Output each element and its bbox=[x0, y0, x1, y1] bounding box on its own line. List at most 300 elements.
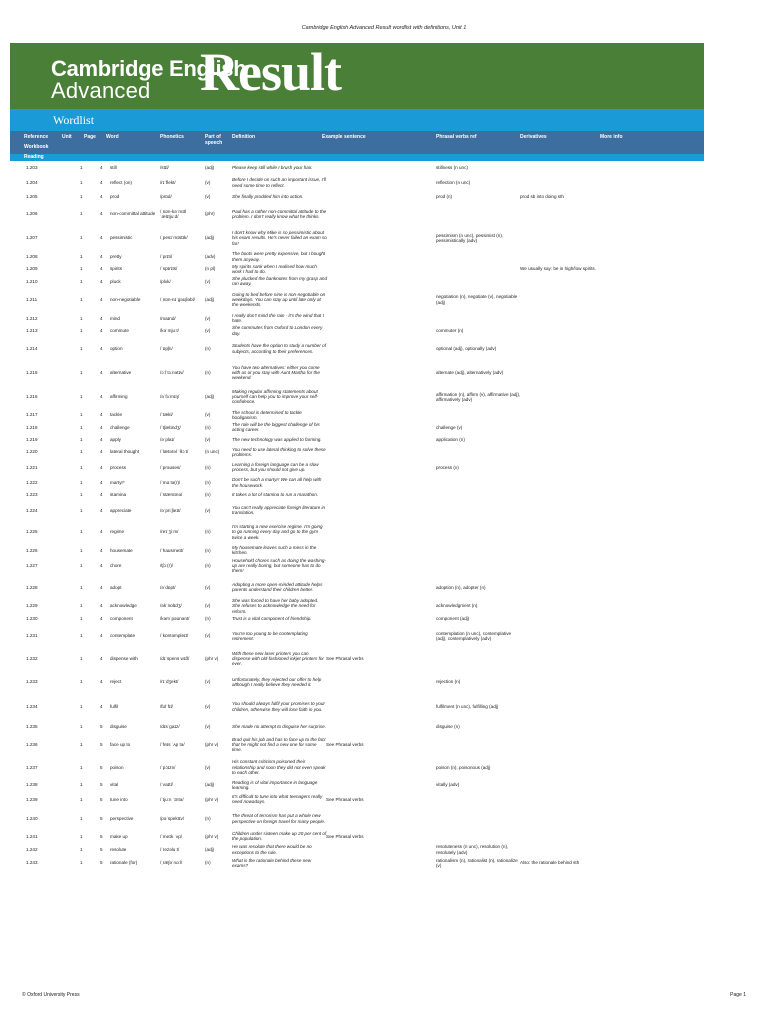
pos-cell: (n) bbox=[205, 563, 211, 569]
ref-cell: 1.206 bbox=[26, 211, 38, 217]
page-cell: 5 bbox=[100, 816, 103, 822]
pos-cell: (adj) bbox=[205, 165, 215, 171]
table-row bbox=[10, 520, 704, 545]
definition-cell: You need to use lateral thinking to solve these problems. bbox=[232, 446, 326, 457]
page-cell: 4 bbox=[100, 345, 103, 351]
pos-cell: (v) bbox=[205, 315, 211, 321]
definition-cell: Making regular affirming statements about yourself can help you to improve your self-confidence. bbox=[232, 389, 319, 405]
unit-cell: 1 bbox=[80, 211, 83, 217]
page-cell: 5 bbox=[100, 764, 103, 770]
unit-cell: 1 bbox=[80, 327, 83, 333]
pos-cell: (v) bbox=[205, 764, 211, 770]
unit-cell: 1 bbox=[80, 655, 83, 661]
pos-cell: (v) bbox=[205, 633, 211, 639]
phrasal-cell: poison (n), poisonous (adj) bbox=[436, 764, 491, 770]
ref-cell: 1.242 bbox=[26, 846, 38, 852]
pos-cell: (adv) bbox=[205, 253, 216, 259]
table-row bbox=[10, 275, 704, 287]
header-more-info: More info bbox=[600, 134, 623, 140]
page-cell: 4 bbox=[100, 480, 103, 485]
phrasal-cell: pessimism (n unc), pessimist (n), pessimistically (adv) bbox=[436, 232, 504, 244]
definition-cell: Household chores such as doing the washing-up are really boring, but someone has to do them! bbox=[232, 558, 326, 574]
unit-cell: 1 bbox=[80, 846, 83, 852]
phrasal-cell: process (v) bbox=[436, 464, 459, 470]
pos-cell: (phr v) bbox=[205, 833, 219, 839]
table-row bbox=[10, 756, 704, 779]
word-cell: alternative bbox=[110, 370, 132, 376]
unit-cell: 1 bbox=[80, 449, 83, 455]
definition-cell: She commutes from Oxford to London every day. bbox=[232, 325, 323, 336]
page-cell: 4 bbox=[100, 633, 103, 639]
definition-cell: You're too young to be contemplating retirement. bbox=[232, 630, 308, 641]
page-cell: 4 bbox=[100, 412, 103, 418]
word-cell: acknowledge bbox=[110, 603, 137, 609]
page-cell: 4 bbox=[100, 165, 103, 171]
header-example: Example sentence bbox=[322, 134, 366, 140]
word-cell: challenge bbox=[110, 424, 130, 430]
unit-cell: 1 bbox=[80, 833, 83, 839]
pos-cell: (v) bbox=[205, 507, 211, 513]
phrasal-cell: contemplation (n unc), contemplative (adj), contemplatively (adv) bbox=[436, 630, 512, 641]
phrasal-cell: rejection (n) bbox=[436, 679, 461, 685]
definition-cell: Before I decide on such an important issue, I'll need some time to reflect. bbox=[232, 177, 326, 188]
table-row bbox=[10, 458, 704, 477]
word-cell: rationale (for) bbox=[110, 860, 138, 866]
table-row bbox=[10, 624, 704, 647]
ref-cell: 1.215 bbox=[26, 370, 38, 376]
phonetics-cell: /pəˈspektɪv/ bbox=[160, 816, 185, 822]
pos-cell: (adj) bbox=[205, 782, 215, 788]
table-row bbox=[10, 162, 704, 173]
pos-cell: (adj) bbox=[205, 235, 215, 241]
ref-cell: 1.231 bbox=[26, 633, 38, 639]
unit-cell: 1 bbox=[80, 436, 83, 442]
word-cell: tackle bbox=[110, 412, 123, 418]
definition-cell: The boots were pretty expensive, but I bought them anyway. bbox=[232, 251, 326, 262]
table-row bbox=[10, 360, 704, 385]
definition-cell: Trust is a vital component of friendship. bbox=[232, 615, 312, 621]
table-row bbox=[10, 842, 704, 856]
brand-line2: Advanced bbox=[51, 78, 151, 103]
unit-cell: 1 bbox=[80, 563, 83, 569]
table-row bbox=[10, 489, 704, 501]
page-cell: 4 bbox=[100, 394, 103, 400]
table-row bbox=[10, 670, 704, 695]
pos-cell: (adj) bbox=[205, 297, 215, 303]
table-row bbox=[10, 857, 704, 869]
table-row bbox=[10, 647, 704, 670]
definition-cell: His constant criticism poisoned their relationship and soon they did not even speak to each other. bbox=[232, 759, 326, 775]
phonetics-cell: /ˈhaʊsmeɪt/ bbox=[160, 547, 184, 553]
ref-cell: 1.227 bbox=[26, 563, 38, 569]
definition-cell: You can't really appreciate foreign literature in translation. bbox=[232, 505, 326, 516]
pos-cell: (n) bbox=[205, 816, 211, 822]
table-row bbox=[10, 173, 704, 192]
phonetics-cell: /ˌræʃəˈnɑːl/ bbox=[160, 860, 183, 866]
definition-cell: I don't know why Mike is so pessimistic about his exam results. He's never failed an exam so far! bbox=[232, 230, 327, 246]
phonetics-cell: /ˈkɒntəmpleɪt/ bbox=[160, 633, 189, 639]
table-row bbox=[10, 312, 704, 324]
phonetics-cell: /fʊlˈfɪl/ bbox=[160, 704, 173, 710]
ref-cell: 1.223 bbox=[26, 492, 38, 498]
word-cell: mind bbox=[110, 315, 120, 321]
phonetics-cell: /prɒd/ bbox=[160, 194, 172, 200]
pos-cell: (n) bbox=[205, 370, 211, 376]
unit-cell: 1 bbox=[80, 492, 83, 498]
ref-cell: 1.210 bbox=[26, 278, 38, 284]
word-cell: fulfil bbox=[110, 704, 119, 710]
pos-cell: (n pl) bbox=[205, 266, 216, 272]
ref-cell: 1.204 bbox=[26, 179, 38, 185]
definition-cell: My housemate leaves such a mess in the kitchen. bbox=[232, 545, 317, 556]
unit-cell: 1 bbox=[80, 507, 83, 513]
pos-cell: (v) bbox=[205, 278, 211, 284]
pos-cell: (n) bbox=[205, 345, 211, 351]
definition-cell: The school is determined to tackle hooliganism. bbox=[232, 409, 302, 420]
definition-cell: Brad quit his job and has to face up to the fact that he might not find a new one for some time. bbox=[232, 736, 326, 753]
definition-cell: With these new laser printers you can dispense with old-fashioned inkjet printers for ever. bbox=[232, 650, 324, 666]
table-row bbox=[10, 733, 704, 756]
page-cell: 4 bbox=[100, 603, 103, 609]
word-cell: reject bbox=[110, 679, 122, 685]
ref-cell: 1.212 bbox=[26, 315, 38, 321]
definition-cell: Students have the option to study a number of subjects, according to their preferences. bbox=[232, 343, 326, 354]
document-caption: Cambridge English Advanced Result wordlist with definitions, Unit 1 bbox=[301, 25, 467, 31]
pos-cell: (adj) bbox=[205, 846, 215, 852]
page-cell: 4 bbox=[100, 679, 103, 685]
ref-cell: 1.214 bbox=[26, 345, 38, 351]
word-cell: commute bbox=[110, 327, 129, 333]
word-cell: chore bbox=[110, 563, 122, 569]
pos-cell: (n) bbox=[205, 615, 211, 621]
word-cell: face up to bbox=[110, 742, 131, 748]
definition-cell: My spirits sank when I realised how much work I had to do. bbox=[232, 263, 317, 274]
table-row bbox=[10, 807, 704, 830]
table-row bbox=[10, 694, 704, 719]
brand-banner bbox=[10, 43, 704, 109]
table-row bbox=[10, 557, 704, 576]
word-cell: poison bbox=[110, 764, 124, 770]
ref-cell: 1.228 bbox=[26, 584, 38, 590]
page-cell: 4 bbox=[100, 297, 103, 303]
pos-cell: (n) bbox=[205, 480, 211, 485]
definition-cell: She plucked the banknotes from my grasp and ran away. bbox=[232, 275, 327, 287]
pos-cell: (phr v) bbox=[205, 742, 219, 748]
unit-cell: 1 bbox=[80, 816, 83, 822]
unit-cell: 1 bbox=[80, 297, 83, 303]
pos-cell: (v) bbox=[205, 679, 211, 685]
phrasal-cell: optional (adj), optionally (adv) bbox=[436, 345, 497, 351]
word-cell: martyr* bbox=[110, 480, 125, 485]
phonetics-cell: /ˌnɒn-kəˈmɪtl ˈætɪtjuːd/ bbox=[160, 208, 187, 219]
ref-cell: 1.218 bbox=[26, 424, 38, 430]
table-row bbox=[10, 421, 704, 433]
definition-cell: He was resolute that there would be no exceptions to the rule. bbox=[232, 844, 312, 855]
phonetics-cell: /əˈpriːʃieɪt/ bbox=[160, 507, 181, 513]
pos-cell: (phr v) bbox=[205, 655, 219, 661]
definition-cell: What is the rationale behind these new exams? bbox=[232, 857, 312, 868]
table-row bbox=[10, 501, 704, 520]
definition-cell: Paul has a rather non-committal attitude to the problem. I don't really know what he thinks. bbox=[232, 208, 327, 219]
ref-cell: 1.243 bbox=[26, 860, 38, 866]
page-cell: 4 bbox=[100, 179, 103, 185]
phrasal-cell: alternate (adj), alternatively (adv) bbox=[436, 370, 504, 376]
page-cell: 4 bbox=[100, 424, 103, 430]
example-cell: See Phrasal verbs bbox=[326, 796, 364, 802]
phonetics-cell: /ˈmɑːtə(r)/ bbox=[160, 480, 181, 485]
phonetics-cell: /rɪˈdʒekt/ bbox=[160, 679, 179, 685]
unit-cell: 1 bbox=[80, 529, 83, 535]
phonetics-cell: /ˈspɪrɪts/ bbox=[160, 266, 178, 272]
phonetics-cell: /tʃɔː(r)/ bbox=[160, 563, 174, 569]
unit-cell: 1 bbox=[80, 278, 83, 284]
header-page: Page bbox=[84, 134, 96, 140]
ref-cell: 1.221 bbox=[26, 464, 38, 470]
word-cell: resolute bbox=[110, 846, 127, 852]
word-cell: stamina bbox=[110, 492, 127, 498]
word-cell: non-negotiable bbox=[110, 297, 141, 303]
table-row bbox=[10, 830, 704, 842]
page-cell: 4 bbox=[100, 266, 103, 272]
phrasal-cell: stillness (n unc) bbox=[436, 165, 468, 171]
page-cell: 4 bbox=[100, 464, 103, 470]
pos-cell: (n) bbox=[205, 547, 211, 553]
ref-cell: 1.240 bbox=[26, 816, 38, 822]
word-cell: adopt bbox=[110, 584, 122, 590]
ref-cell: 1.238 bbox=[26, 782, 38, 788]
table-row bbox=[10, 791, 704, 807]
unit-cell: 1 bbox=[80, 235, 83, 241]
phonetics-cell: /ɔːlˈtɜːnətɪv/ bbox=[160, 370, 184, 376]
definition-cell: The threat of terrorism has put a whole new perspective on foreign travel for many people. bbox=[232, 813, 326, 824]
page-cell: 4 bbox=[100, 704, 103, 710]
unit-cell: 1 bbox=[80, 194, 83, 200]
definition-cell: She made no attempt to disguise her surprise. bbox=[232, 723, 326, 729]
word-cell: still bbox=[110, 165, 117, 171]
page-cell: 4 bbox=[100, 253, 103, 259]
unit-cell: 1 bbox=[80, 860, 83, 866]
table-row bbox=[10, 575, 704, 600]
page-cell: 4 bbox=[100, 278, 103, 284]
word-cell: component bbox=[110, 615, 133, 621]
ref-cell: 1.241 bbox=[26, 833, 38, 839]
ref-cell: 1.208 bbox=[26, 253, 38, 259]
ref-cell: 1.236 bbox=[26, 742, 38, 748]
unit-cell: 1 bbox=[80, 165, 83, 171]
wordlist-title: Wordlist bbox=[53, 113, 95, 127]
word-cell: apply bbox=[110, 436, 121, 442]
table-row bbox=[10, 409, 704, 421]
word-cell: make up bbox=[110, 833, 128, 839]
phonetics-cell: /rɪˈflekt/ bbox=[160, 179, 176, 185]
word-cell: reflect (on) bbox=[110, 179, 132, 185]
header-pos: Part of speech bbox=[205, 134, 223, 146]
page-cell: 4 bbox=[100, 370, 103, 376]
table-row bbox=[10, 337, 704, 361]
table-header bbox=[10, 131, 704, 154]
pos-cell: (phr v) bbox=[205, 796, 219, 802]
definition-cell: The role will be the biggest challenge of his acting career. bbox=[232, 421, 320, 433]
unit-cell: 1 bbox=[80, 547, 83, 553]
page-cell: 4 bbox=[100, 194, 103, 200]
unit-cell: 1 bbox=[80, 584, 83, 590]
derivatives-cell: prod sb into doing sth bbox=[520, 194, 564, 200]
pos-cell: (v) bbox=[205, 584, 211, 590]
header-phrasal: Phrasal verbs ref bbox=[436, 134, 477, 140]
ref-cell: 1.224 bbox=[26, 507, 38, 513]
table-row bbox=[10, 476, 704, 488]
ref-cell: 1.234 bbox=[26, 704, 38, 710]
pos-cell: (n unc) bbox=[205, 449, 220, 455]
page-cell: 5 bbox=[100, 833, 103, 839]
word-cell: affirming bbox=[110, 394, 128, 400]
word-cell: process bbox=[110, 464, 127, 470]
phrasal-cell: vitally (adv) bbox=[436, 782, 460, 788]
ref-cell: 1.230 bbox=[26, 615, 38, 621]
unit-cell: 1 bbox=[80, 742, 83, 748]
phonetics-cell: /stɪl/ bbox=[160, 165, 169, 171]
phonetics-cell: /kəmˈpəʊnənt/ bbox=[160, 615, 190, 621]
page-cell: 5 bbox=[100, 782, 103, 788]
pos-cell: (v) bbox=[205, 603, 211, 609]
definition-cell: She was forced to have her baby adopted. She refuses to acknowledge the need for reform. bbox=[232, 598, 319, 614]
ref-cell: 1.219 bbox=[26, 436, 38, 442]
table-row bbox=[10, 600, 704, 612]
definition-cell: Reading is of vital importance in language learning. bbox=[232, 779, 318, 790]
example-cell: See Phrasal verbs bbox=[326, 655, 364, 661]
word-cell: regime bbox=[110, 529, 125, 535]
phonetics-cell: /ˈfeɪs ˈʌp tə/ bbox=[160, 742, 185, 748]
unit-cell: 1 bbox=[80, 266, 83, 272]
table-row bbox=[10, 287, 704, 312]
table-row bbox=[10, 385, 704, 409]
phrasal-cell: acknowledgment (n) bbox=[436, 603, 478, 609]
ref-cell: 1.235 bbox=[26, 723, 38, 729]
unit-cell: 1 bbox=[80, 370, 83, 376]
pos-cell: (v) bbox=[205, 436, 211, 442]
pos-cell: (n) bbox=[205, 464, 211, 470]
ref-cell: 1.216 bbox=[26, 394, 38, 400]
page-cell: 4 bbox=[100, 655, 103, 661]
phonetics-cell: /ˈstæmɪnə/ bbox=[160, 492, 183, 498]
word-cell: housemate bbox=[110, 547, 133, 553]
phrasal-cell: fulfilment (n unc), fulfilling (adj) bbox=[436, 704, 499, 710]
ref-cell: 1.205 bbox=[26, 194, 38, 200]
word-cell: prod bbox=[110, 194, 120, 200]
header-word: Word bbox=[106, 134, 119, 140]
pos-cell: (v) bbox=[205, 179, 211, 185]
section-bar bbox=[10, 154, 704, 161]
unit-cell: 1 bbox=[80, 764, 83, 770]
page-cell: 4 bbox=[100, 327, 103, 333]
phrasal-cell: rationalism (n), rationalist (n), rationalize (v) bbox=[436, 857, 518, 868]
table-row bbox=[10, 226, 704, 251]
page-cell: 4 bbox=[100, 211, 103, 217]
phrasal-cell: adoption (n), adopter (n) bbox=[436, 584, 486, 590]
page-cell: 4 bbox=[100, 436, 103, 442]
definition-cell: I really don't mind the rain - it's the wind that I hate. bbox=[232, 312, 324, 324]
ref-cell: 1.229 bbox=[26, 603, 38, 609]
example-cell: See Phrasal verbs bbox=[326, 833, 364, 839]
definition-cell: Don't be such a martyr! We can all help with the housework. bbox=[232, 477, 322, 488]
header-phonetics: Phonetics bbox=[160, 134, 184, 140]
derivatives-cell: We usually say: be in high/low spirits. bbox=[520, 266, 597, 272]
word-cell: dispense with bbox=[110, 655, 138, 661]
pos-cell: (n) bbox=[205, 529, 211, 535]
phonetics-cell: /dɪˈspens wɪð/ bbox=[160, 655, 190, 661]
page-cell: 4 bbox=[100, 449, 103, 455]
page-cell: 4 bbox=[100, 615, 103, 621]
unit-cell: 1 bbox=[80, 603, 83, 609]
phonetics-cell: /əkˈnɒlɪdʒ/ bbox=[160, 603, 182, 609]
phrasal-cell: affirmation (n), affirm (v), affirmative (adj), affirmatively (adv) bbox=[436, 391, 521, 402]
unit-cell: 1 bbox=[80, 633, 83, 639]
table-row bbox=[10, 719, 704, 733]
pos-cell: (v) bbox=[205, 194, 211, 200]
pos-cell: (v) bbox=[205, 723, 211, 729]
phonetics-cell: /ˈtjuːn ˈɪntə/ bbox=[160, 796, 184, 802]
definition-cell: Adopting a more open-minded attitude helps parents understand their children better. bbox=[232, 582, 323, 593]
page-cell: 5 bbox=[100, 796, 103, 802]
page-cell: 5 bbox=[100, 860, 103, 866]
phonetics-cell: /ˌpesɪˈmɪstɪk/ bbox=[160, 235, 188, 241]
word-cell: spirits bbox=[110, 266, 122, 272]
footer-page-number: Page 1 bbox=[730, 992, 746, 998]
definition-cell: She finally prodded him into action. bbox=[232, 194, 304, 200]
pos-cell: (adj) bbox=[205, 394, 215, 400]
phrasal-cell: challenge (v) bbox=[436, 424, 463, 430]
ref-cell: 1.233 bbox=[26, 679, 38, 685]
unit-cell: 1 bbox=[80, 394, 83, 400]
phonetics-cell: /reɪˈʒiːm/ bbox=[160, 529, 179, 535]
brand-result: Result bbox=[200, 42, 341, 102]
table-row bbox=[10, 779, 704, 791]
definition-cell: I'm starting a new exercise regime. I'm going to go running every day and go to the gym twice a week. bbox=[232, 524, 323, 540]
table-row bbox=[10, 446, 704, 458]
phrasal-cell: application (n) bbox=[436, 436, 465, 442]
word-cell: appreciate bbox=[110, 507, 132, 513]
ref-cell: 1.237 bbox=[26, 764, 38, 770]
table-row bbox=[10, 612, 704, 624]
definition-cell: Learning a foreign language can be a slow process, but you should not give up. bbox=[232, 462, 319, 473]
derivatives-cell: Also: the rationale behind sth bbox=[520, 860, 580, 866]
header-reference: Reference bbox=[24, 134, 49, 140]
pos-cell: (v) bbox=[205, 704, 211, 710]
page-cell: 4 bbox=[100, 563, 103, 569]
definition-cell: Going to bed before nine is non-negotiable on weekdays. You can stay up until late only at the weekends. bbox=[232, 291, 326, 308]
unit-cell: 1 bbox=[80, 615, 83, 621]
page-cell: 5 bbox=[100, 846, 103, 852]
pos-cell: (n) bbox=[205, 424, 211, 430]
word-cell: lateral thought bbox=[110, 449, 140, 455]
table-row bbox=[10, 202, 704, 226]
pos-cell: (v) bbox=[205, 327, 211, 333]
phonetics-cell: /əˈplaɪ/ bbox=[160, 436, 175, 442]
ref-cell: 1.220 bbox=[26, 449, 38, 455]
definition-cell: It takes a lot of stamina to run a marathon. bbox=[232, 492, 319, 498]
table-row bbox=[10, 192, 704, 202]
phonetics-cell: /əˈdɒpt/ bbox=[160, 584, 176, 590]
word-cell: pretty bbox=[110, 253, 122, 259]
pos-cell: (phr) bbox=[205, 211, 215, 217]
definition-cell: Please keep still while I brush your hair. bbox=[232, 165, 313, 171]
phonetics-cell: /dɪsˈɡaɪz/ bbox=[160, 723, 180, 729]
phonetics-cell: /ˈpɔɪzn/ bbox=[160, 764, 176, 770]
page-cell: 4 bbox=[100, 507, 103, 513]
phonetics-cell: /plʌk/ bbox=[160, 278, 171, 284]
ref-cell: 1.207 bbox=[26, 235, 38, 241]
wordlist-table bbox=[10, 162, 704, 869]
